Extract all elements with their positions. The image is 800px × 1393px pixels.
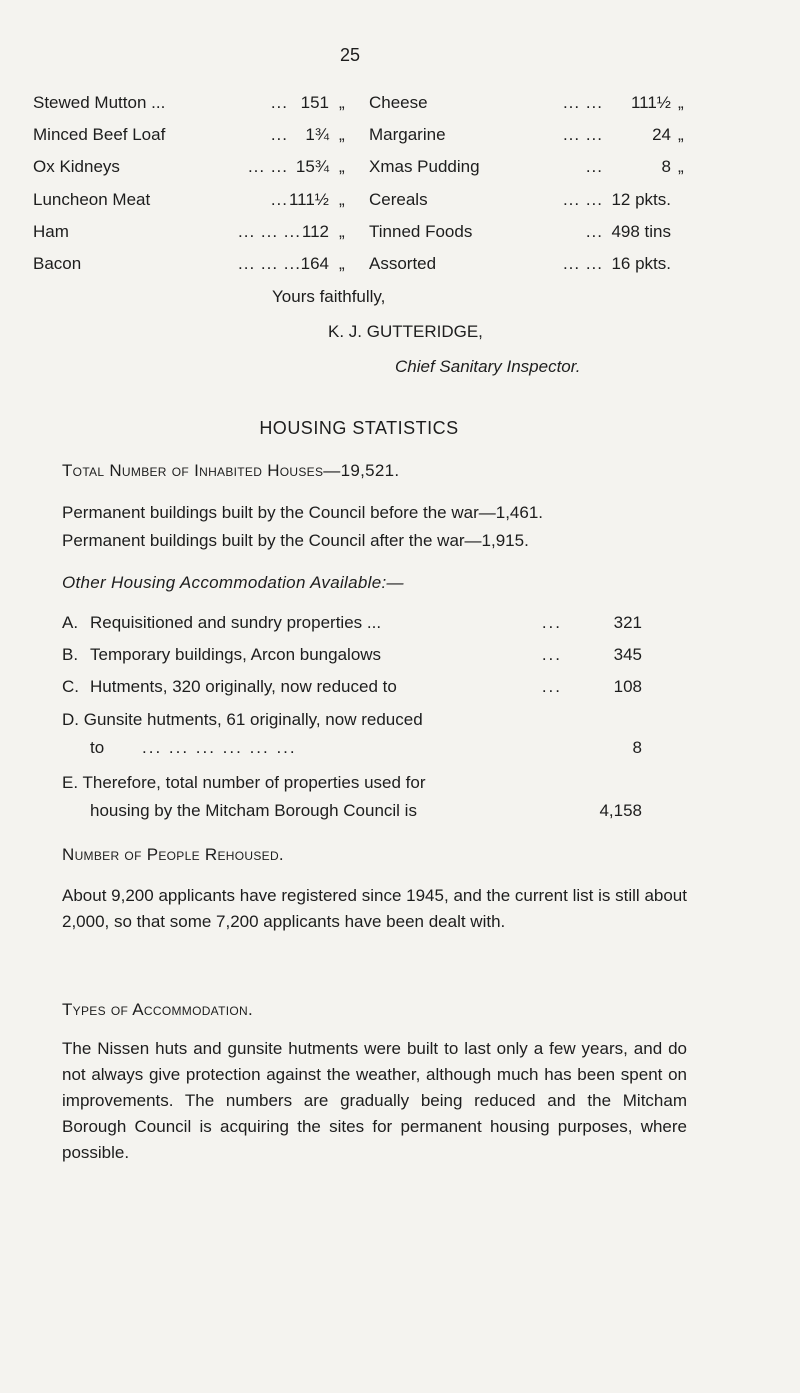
food-row [33,190,693,216]
accommodation-row [62,645,642,671]
food-item-quantity: 111½ [630,93,671,112]
accommodation-row [62,613,642,639]
leader-dots: ... [585,222,603,241]
food-row [33,254,693,280]
leader-dots: ... ... [562,93,603,112]
leader-dots: ... ... [562,254,603,273]
food-item-quantity: 1¾ [305,125,329,144]
leader-dots: ... [270,125,288,144]
item-d-dots: ... ... ... ... ... ... [142,738,297,757]
food-item-name: Ham [33,222,69,241]
food-item-name: Bacon [33,254,82,273]
food-row [33,93,693,119]
food-item-name: Margarine [369,125,446,144]
food-item-unit: „ [678,157,684,176]
leader-dots: ... [541,677,562,696]
food-item-unit: „ [339,93,345,112]
food-item-unit: „ [339,125,345,144]
food-item-quantity: 111½ [288,190,329,209]
food-item-name: Minced Beef Loaf [33,125,166,144]
item-e-line1: E. Therefore, total number of properties used for [62,773,426,792]
accommodation-letter: C. [62,677,79,696]
signoff-name: K. J. GUTTERIDGE, [328,322,483,341]
food-row [33,125,693,151]
item-e-text: housing by the Mitcham Borough Council is [90,801,417,820]
food-item-quantity: 12 pkts. [611,190,671,209]
food-item-unit: „ [678,93,684,112]
total-inhabited-houses: Total Number of Inhabited Houses—19,521. [62,461,400,480]
item-d-line1: D. Gunsite hutments, 61 originally, now reduced [62,710,423,729]
food-item-name: Tinned Foods [369,222,473,241]
food-item-quantity: 498 tins [611,222,671,241]
signoff-title: Chief Sanitary Inspector. [395,357,581,376]
types-paragraph: The Nissen huts and gunsite hutments were built to last only a few years, and do not always give protection against the weather, although much has been spent on improvements. The numbers are gradually being reduced and the Mitcham Borough Council is acquiring the sites for permanent housing purposes, where possible. [62,1039,687,1162]
leader-dots: ... ... ... [238,222,301,241]
buildings-before-war: Permanent buildings built by the Council before the war—1,461. [62,503,544,522]
accommodation-letter: B. [62,645,79,664]
food-item-quantity: 15¾ [295,157,329,176]
page-number: 25 [339,45,361,65]
types-heading: Types of Accommodation. [62,1000,253,1019]
food-item-name: Cereals [369,190,428,209]
food-row [33,157,693,183]
leader-dots: ... ... [562,190,603,209]
food-row [33,222,693,248]
accommodation-text: Requisitioned and sundry properties ... [90,613,382,632]
accommodation-value: 108 [613,677,642,696]
food-item-unit: „ [339,222,345,241]
food-item-quantity: 8 [661,157,671,176]
leader-dots: ... ... [562,125,603,144]
food-item-name: Stewed Mutton ... [33,93,166,112]
accommodation-text: Temporary buildings, Arcon bungalows [90,645,382,664]
food-item-unit: „ [339,190,345,209]
food-item-name: Luncheon Meat [33,190,151,209]
accommodation-value: 345 [613,645,642,664]
housing-heading: HOUSING STATISTICS [259,418,459,438]
accommodation-value: 321 [613,613,642,632]
rehoused-heading: Number of People Rehoused. [62,845,284,864]
food-item-unit: „ [339,157,345,176]
leader-dots: ... [541,613,562,632]
leader-dots: ... ... ... [238,254,301,273]
food-item-quantity: 24 [652,125,671,144]
leader-dots: ... [270,190,288,209]
leader-dots: ... [541,645,562,664]
leader-dots: ... [270,93,288,112]
item-e-value: 4,158 [599,801,642,820]
food-item-name: Xmas Pudding [369,157,480,176]
leader-dots: ... [585,157,603,176]
accommodation-row [62,677,642,703]
food-item-unit: „ [339,254,345,273]
item-d-text: to [90,738,105,757]
food-item-name: Assorted [369,254,437,273]
signoff-closing: Yours faithfully, [272,287,386,306]
food-item-name: Cheese [369,93,428,112]
food-item-unit: „ [678,125,684,144]
rehoused-paragraph: About 9,200 applicants have registered since 1945, and the current list is still about 2,000, so that some 7,200 applicants have been dealt with. [62,886,687,931]
food-item-name: Ox Kidneys [33,157,120,176]
item-e-line2 [62,801,642,827]
other-accommodation-heading: Other Housing Accommodation Available:— [62,573,404,592]
food-item-quantity: 164 [300,254,329,273]
item-d-line2 [62,738,642,764]
leader-dots: ... ... [247,157,288,176]
buildings-after-war: Permanent buildings built by the Council after the war—1,915. [62,531,529,550]
accommodation-letter: A. [62,613,79,632]
food-item-quantity: 151 [300,93,329,112]
accommodation-text: Hutments, 320 originally, now reduced to [90,677,397,696]
food-item-quantity: 16 pkts. [611,254,671,273]
item-d-value: 8 [632,738,642,757]
food-item-quantity: 112 [301,222,329,241]
